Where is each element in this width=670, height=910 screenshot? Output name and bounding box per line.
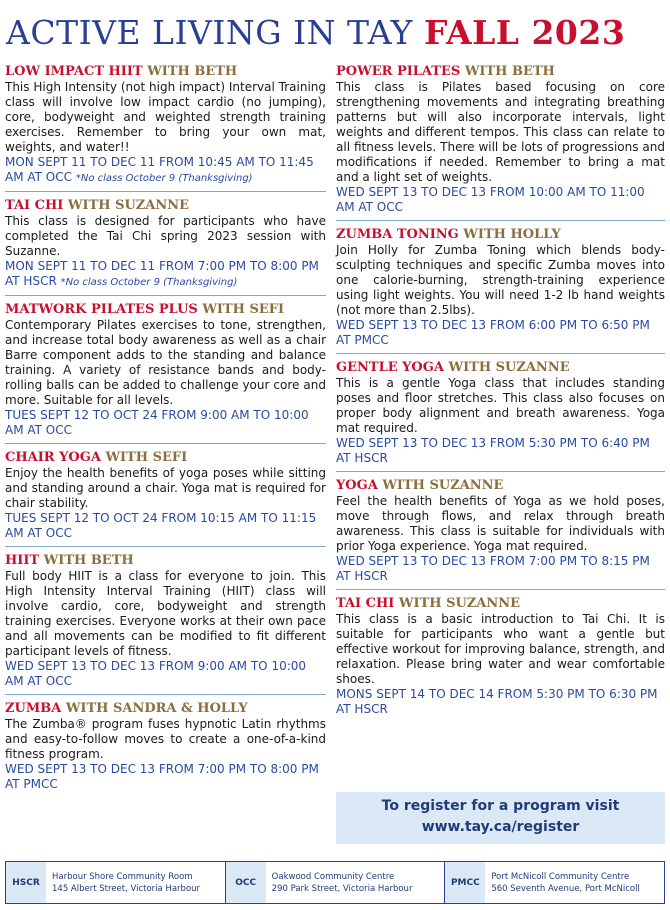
class-listing	[336, 478, 665, 590]
location-address: 145 Albert Street, Victoria Harbour	[52, 883, 201, 894]
class-schedule	[5, 659, 326, 689]
class-name: LOW IMPACT HIIT	[5, 64, 143, 79]
class-listing	[5, 553, 326, 695]
class-schedule	[5, 259, 326, 290]
instructor-name: WITH BETH	[464, 64, 555, 79]
instructor-name: WITH BETH	[147, 64, 238, 79]
right-column	[336, 62, 665, 728]
schedule-text: WED SEPT 13 TO DEC 13 FROM 7:00 PM TO 8:00 PM AT PMCC	[5, 762, 319, 791]
schedule-text: WED SEPT 13 TO DEC 13 FROM 6:00 PM TO 6:50 PM AT PMCC	[336, 318, 650, 347]
class-name: TAI CHI	[336, 596, 395, 611]
class-heading	[336, 596, 665, 612]
location-name: Oakwood Community Centre	[271, 871, 395, 882]
class-heading	[336, 360, 665, 376]
class-description: This class is a basic introduction to Tai Chi. It is suitable for participants who want a gentle but effective workout for improving balance, strength, and relaxation. Please bring water and wear comfortable shoes.	[336, 612, 665, 686]
class-heading	[336, 64, 665, 80]
class-name: TAI CHI	[5, 198, 64, 213]
class-name: ZUMBA TONING	[336, 227, 459, 242]
class-description: Contemporary Pilates exercises to tone, strengthen, and increase total body awareness as well as a chair Barre component adds to the standing and balance training. A variety of resistance bands and body-rolling balls can be added to challenge your core and more. Suitable for all levels.	[5, 318, 326, 407]
class-name: CHAIR YOGA	[5, 450, 101, 465]
class-schedule	[336, 554, 665, 584]
title-season: FALL 2023	[423, 13, 626, 52]
location-name: Harbour Shore Community Room	[52, 871, 193, 882]
class-heading	[5, 553, 326, 569]
class-heading	[336, 227, 665, 243]
class-heading	[5, 450, 326, 466]
class-description: This class is Pilates based focusing on core strengthening movements and integrating breathing patterns but will also incorporate intervals, light weights and different tempos. This class can relate to all fitness levels. There will be lots of progressions and modifications if needed. Remember to bring a mat and a light set of weights.	[336, 80, 665, 184]
instructor-name: WITH SUZANNE	[448, 360, 570, 375]
class-name: MATWORK PILATES PLUS	[5, 302, 198, 317]
class-schedule	[5, 408, 326, 438]
register-link[interactable]: www.tay.ca/register	[421, 819, 580, 835]
location-info	[266, 871, 413, 895]
schedule-text: MON SEPT 11 TO DEC 11 FROM 7:00 PM TO 8:00 PM AT HSCR	[5, 259, 319, 288]
class-name: ZUMBA	[5, 701, 62, 716]
schedule-text: WED SEPT 13 TO DEC 13 FROM 5:30 PM TO 6:40 PM AT HSCR	[336, 436, 650, 465]
schedule-text: WED SEPT 13 TO DEC 13 FROM 7:00 PM TO 8:15 PM AT HSCR	[336, 554, 650, 583]
schedule-text: MON SEPT 11 TO DEC 11 FROM 10:45 AM TO 11:45 AM AT OCC	[5, 155, 314, 184]
class-listing	[336, 596, 665, 722]
class-name: HIIT	[5, 553, 40, 568]
class-heading	[5, 64, 326, 80]
schedule-text: WED SEPT 13 TO DEC 13 FROM 10:00 AM TO 11:00 AM AT OCC	[336, 185, 645, 214]
location-occ	[226, 862, 446, 903]
class-description: Enjoy the health benefits of yoga poses while sitting and standing around a chair. Yoga mat is required for chair stability.	[5, 466, 326, 510]
class-description: Feel the health benefits of Yoga as we hold poses, move through flows, and relax through breath awareness. This class is suitable for individuals with prior Yoga experience. Yoga mat required.	[336, 494, 665, 553]
location-code: PMCC	[445, 862, 485, 903]
class-listing	[336, 360, 665, 472]
schedule-text: TUES SEPT 12 TO OCT 24 FROM 9:00 AM TO 10:00 AM AT OCC	[5, 408, 309, 437]
class-name: GENTLE YOGA	[336, 360, 444, 375]
title-main: ACTIVE LIVING IN TAY	[6, 13, 413, 52]
location-pmcc	[445, 862, 664, 903]
instructor-name: WITH SEFI	[105, 450, 188, 465]
page-title	[6, 8, 666, 58]
instructor-name: WITH SEFI	[202, 302, 285, 317]
class-schedule	[336, 185, 665, 215]
class-name: YOGA	[336, 478, 378, 493]
class-schedule	[5, 155, 326, 186]
class-description: Join Holly for Zumba Toning which blends body-sculpting techniques and specific Zumba moves into one calorie-burning, strength-training experience using light weights. You will need 1-2 lb hand weights (not more than 2.5lbs).	[336, 243, 665, 317]
location-info	[46, 871, 200, 895]
class-listing	[5, 450, 326, 547]
class-schedule	[5, 762, 326, 792]
class-schedule	[336, 436, 665, 466]
class-listing	[336, 64, 665, 221]
class-heading	[5, 302, 326, 318]
instructor-name: WITH SANDRA & HOLLY	[65, 701, 248, 716]
class-listing	[5, 198, 326, 296]
class-listing	[5, 302, 326, 444]
class-listing	[5, 64, 326, 192]
schedule-note: *No class October 9 (Thanksgiving)	[60, 277, 238, 288]
class-description: This High Intensity (not high impact) Interval Training class will involve low impact cardio (no jumping), core, bodyweight and weighted strength training exercises. Remember to bring your own mat, weights, and water!!	[5, 80, 326, 154]
schedule-text: MONS SEPT 14 TO DEC 14 FROM 5:30 PM TO 6:30 PM AT HSCR	[336, 687, 658, 716]
instructor-name: WITH SUZANNE	[398, 596, 521, 611]
location-address: 290 Park Street, Victoria Harbour	[271, 883, 413, 894]
instructor-name: WITH SUZANNE	[67, 198, 190, 213]
location-info	[485, 871, 639, 895]
register-text: To register for a program visit	[381, 798, 620, 814]
schedule-text: WED SEPT 13 TO DEC 13 FROM 9:00 AM TO 10:00 AM AT OCC	[5, 659, 307, 688]
location-hscr	[6, 862, 226, 903]
register-box	[336, 792, 665, 844]
location-name: Port McNicoll Community Centre	[491, 871, 630, 882]
schedule-text: TUES SEPT 12 TO OCT 24 FROM 10:15 AM TO 11:15 AM AT OCC	[5, 511, 317, 540]
class-description: The Zumba® program fuses hypnotic Latin rhythms and easy-to-follow moves to create a one-of-a-kind fitness program.	[5, 717, 326, 761]
location-address: 560 Seventh Avenue, Port McNicoll	[491, 883, 640, 894]
instructor-name: WITH BETH	[43, 553, 134, 568]
class-description: This is a gentle Yoga class that includes standing poses and floor stretches. This class also focuses on proper body alignment and breath awareness. Yoga mat required.	[336, 376, 665, 435]
class-listing	[336, 227, 665, 354]
class-name: POWER PILATES	[336, 64, 461, 79]
class-listing	[5, 701, 326, 797]
location-code: OCC	[226, 862, 266, 903]
left-column	[5, 62, 326, 803]
class-heading	[336, 478, 665, 494]
instructor-name: WITH SUZANNE	[382, 478, 504, 493]
class-schedule	[5, 511, 326, 541]
class-schedule	[336, 318, 665, 348]
class-heading	[5, 701, 326, 717]
class-schedule	[336, 687, 665, 717]
schedule-note: *No class October 9 (Thanksgiving)	[75, 173, 253, 184]
instructor-name: WITH HOLLY	[463, 227, 561, 242]
locations-footer	[5, 861, 665, 904]
class-description: Full body HIIT is a class for everyone to join. This High Intensity Interval Training (HIIT) class will involve cardio, core, bodyweight and strength training exercises. Everyone works at their own pace and all movements can be modified to fit different participant levels of fitness.	[5, 569, 326, 658]
class-description: This class is designed for participants who have completed the Tai Chi spring 2023 session with Suzanne.	[5, 214, 326, 258]
location-code: HSCR	[6, 862, 46, 903]
class-heading	[5, 198, 326, 214]
